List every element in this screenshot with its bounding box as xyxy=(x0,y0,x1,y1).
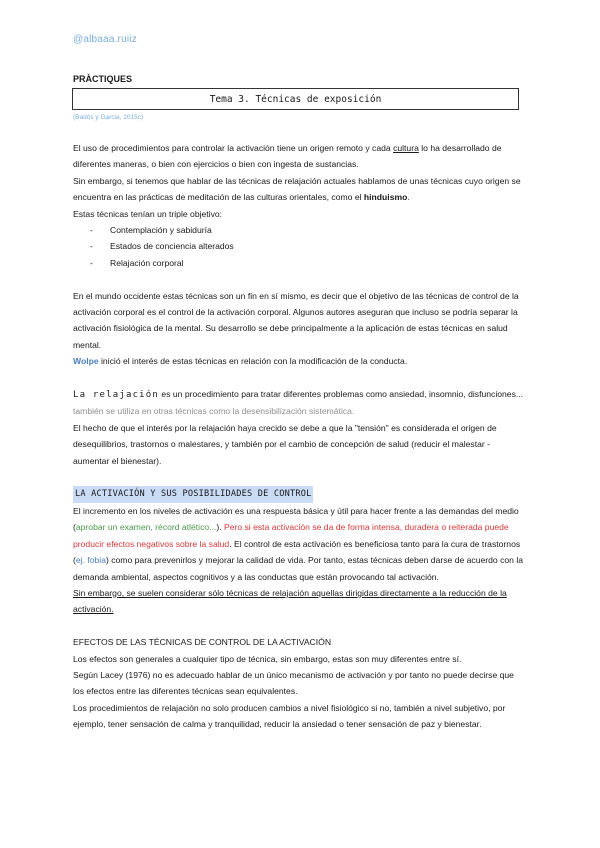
list-item: - Relajación corporal xyxy=(73,255,525,271)
paragraph: La relajación es un procedimiento para tratar diferentes problemas como ansiedad, insomnio, disfunciones... también se utiliza en otras técnicas como la desensibilización sistemática. xyxy=(73,389,524,417)
objectives-list xyxy=(73,222,525,271)
page-title: Tema 3. Técnicas de exposición xyxy=(209,93,382,105)
section-heading: LA ACTIVACIÓN Y SUS POSIBILIDADES DE CONTROL xyxy=(73,485,525,502)
paragraph: Estas técnicas tenían un triple objetivo: xyxy=(73,208,223,219)
paragraph: Sin embargo, si tenemos que hablar de las técnicas de relajación actuales hablamos de unas técnicas cuyo origen se encuentra en las prácticas de meditación de las culturas orientales, como el hinduismo. xyxy=(73,175,521,203)
author-highlight: Wolpe xyxy=(73,356,99,367)
paragraph: Wolpe inició el interés de estas técnicas en relación con la modificación de la conducta. xyxy=(73,356,408,367)
section-heading: EFECTOS DE LAS TÉCNICAS DE CONTROL DE LA ACTIVACIÓN xyxy=(73,637,332,648)
title-box xyxy=(72,88,519,110)
paragraph: En el mundo occidente estas técnicas son un fin en sí mismo, es decir que el objetivo de las técnicas de control de la activación corporal es el control de la activación corporal. Algunos autores aseguran que incluso se podría separar la activación fisiológica de la mental. Su desarrollo se debe principalmente a la aplicación de estas técnicas en salud mental. xyxy=(73,290,519,350)
paragraph: Los efectos son generales a cualquier tipo de técnica, sin embargo, estas son muy diferentes entre sí. xyxy=(73,653,462,664)
list-item: - Contemplación y sabiduría xyxy=(73,222,525,238)
list-item: - Estados de conciencia alterados xyxy=(73,238,525,254)
red-warning: Pero si esta activación se da de forma intensa, duradera o reiterada puede producir efectos negativos sobre la salud xyxy=(73,522,509,549)
green-example: aprobar un examen, récord atlético... xyxy=(75,522,217,533)
term-relajacion: La relajación xyxy=(73,390,160,401)
underlined-paragraph: Sin embargo, se suelen considerar sólo técnicas de relajación aquellas dirigidas directamente a la reducción de la activación. xyxy=(73,587,507,615)
paragraph: El uso de procedimientos para controlar la activación tiene un origen remoto y cada cultura lo ha desarrollado de diferentes maneras, o bien con ejercicios o bien con ingesta de sustancias. xyxy=(73,143,502,170)
underlined-word: cultura xyxy=(393,143,419,153)
paragraph: El hecho de que el interés por la relajación haya crecido se debe a que la "tensión" es considerada el origen de desequilibrios, trastornos o malestares, y también por el cambio de concepción de salud (reducir el malestar - aumentar el bienestar). xyxy=(73,422,497,466)
paragraph: Según Lacey (1976) no es adecuado hablar de un único mecanismo de activación y por tanto no puede decirse que los efectos entre las diferentes técnicas sean equivalentes. xyxy=(73,669,514,697)
author-handle: @albaaa.ruiiz xyxy=(73,34,137,45)
bold-word: hinduismo xyxy=(363,192,408,203)
example-highlight: ej. fobia xyxy=(75,555,106,566)
paragraph: El incremento en los niveles de activación es una respuesta básica y útil para hacer frente a las demandas del medio (aprobar un examen, récord atlético...). Pero si esta activación se da de forma intensa, duradera o reiterada puede producir efectos negativos sobre la salud. El control de esta activación es beneficiosa tanto para la cura de trastornos (ej. fobia) como para prevenirlos y mejorar la calidad de vida. Por tanto, estas técnicas deben darse de acuerdo con la demanda ambiental, aspectos cognitivos y a las conductas que están provocando tal activación. xyxy=(73,505,524,582)
citation: (Badós y Garcia, 2015c) xyxy=(73,114,144,121)
section-label: PRÀCTIQUES xyxy=(73,74,133,84)
paragraph: Los procedimientos de relajación no solo producen cambios a nivel fisiológico si no, también a nivel subjetivo, por ejemplo, tener sensación de calma y tranquilidad, reducir la ansiedad o tener sensación de paz y bienestar. xyxy=(73,702,506,730)
document-body xyxy=(73,140,525,733)
grey-note: también se utiliza en otras técnicas como la desensibilización sistemática. xyxy=(73,406,355,417)
